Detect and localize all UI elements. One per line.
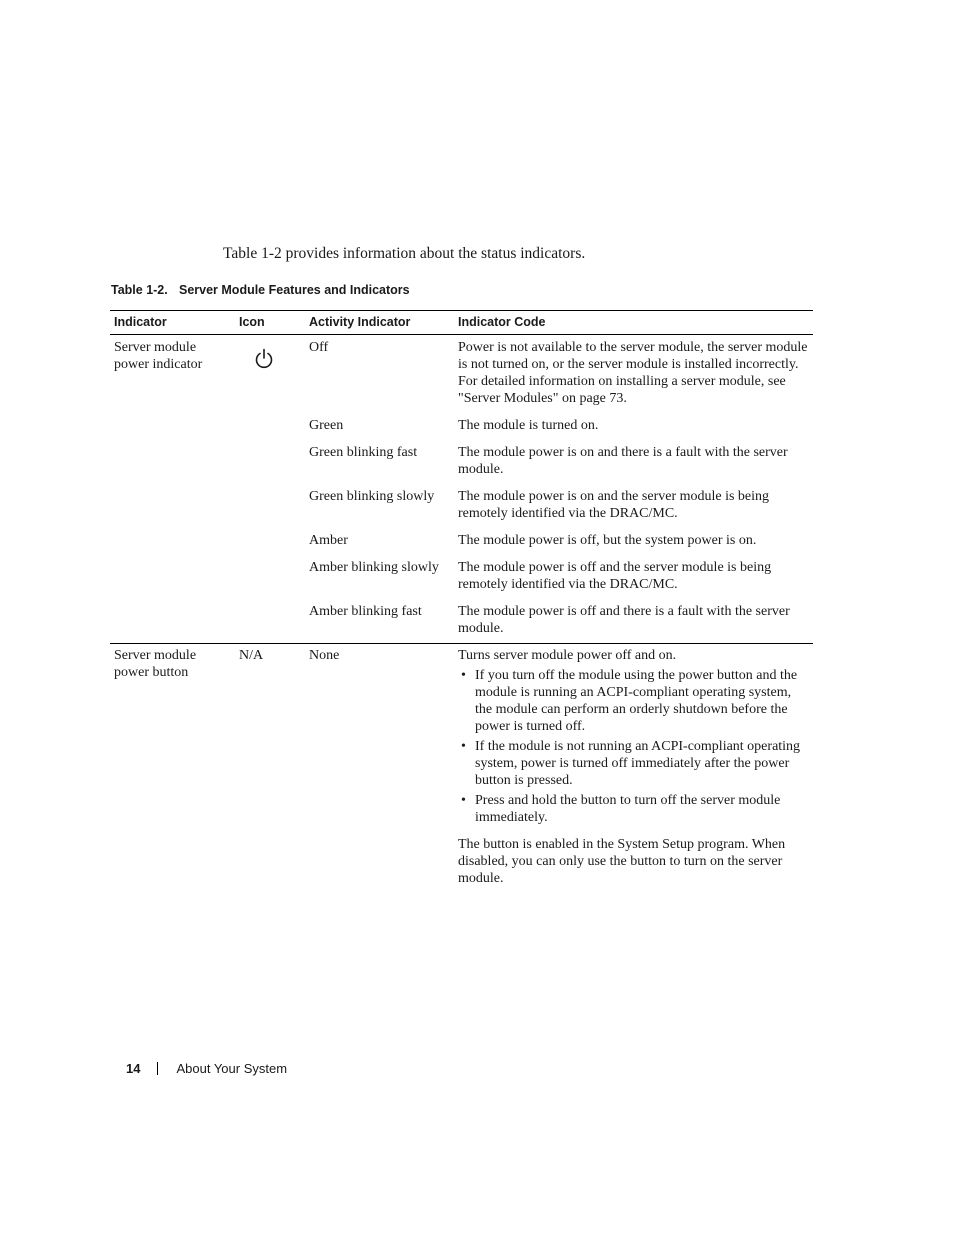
power-icon (254, 348, 274, 370)
activity-cell: Amber (309, 533, 348, 548)
code-cell: The module power is on and the server module is being remotely identified via the DRAC/MC. (458, 489, 770, 521)
header-icon: Icon (235, 311, 305, 335)
list-item: • Press and hold the button to turn off the server module immediately. (458, 792, 809, 826)
footer-divider (157, 1062, 158, 1075)
power-button-code-intro: Turns server module power off and on. (458, 648, 677, 663)
page-number: 14 (126, 1061, 141, 1076)
code-cell: The module power is off and there is a fault with the server module. (458, 604, 790, 636)
power-button-bullet-list (458, 667, 809, 826)
list-item: • If you turn off the module using the power button and the module is running an ACPI-compliant operating system, the module can perform an orderly shutdown before the power is turned off. (458, 667, 809, 735)
table-header-row (110, 311, 813, 335)
page-footer (126, 1061, 287, 1076)
header-indicator: Indicator (110, 311, 235, 335)
activity-cell: Amber blinking slowly (309, 560, 439, 575)
intro-paragraph: Table 1-2 provides information about the status indicators. (223, 245, 586, 262)
power-indicator-label: Server module power indicator (114, 340, 203, 372)
power-button-code-cell (454, 644, 813, 896)
power-indicator-icon-cell (235, 335, 305, 644)
activity-cell: Amber blinking fast (309, 604, 422, 619)
table-caption-title: Server Module Features and Indicators (179, 283, 410, 297)
table-row (110, 335, 813, 416)
footer-section-title: About Your System (176, 1061, 288, 1076)
activity-cell: Green blinking slowly (309, 489, 435, 504)
header-indicator-code: Indicator Code (454, 311, 813, 335)
table-caption (111, 283, 410, 297)
table-row (110, 644, 813, 896)
activity-cell: Green (309, 418, 344, 433)
table-caption-number: Table 1-2. (111, 283, 168, 297)
code-cell: The module power is off, but the system power is on. (458, 533, 757, 548)
code-cell: Power is not available to the server module, the server module is not turned on, or the server module is installed incorrectly. For detailed information on installing a server module, see "Server Modules" on page 73. (458, 340, 808, 406)
header-activity-indicator: Activity Indicator (305, 311, 454, 335)
indicators-table (110, 310, 813, 895)
code-cell: The module is turned on. (458, 418, 599, 433)
power-button-code-outro: The button is enabled in the System Setup program. When disabled, you can only use the button to turn on the server module. (458, 837, 786, 886)
list-item: • If the module is not running an ACPI-compliant operating system, power is turned off immediately after the power button is pressed. (458, 738, 809, 789)
activity-cell: Green blinking fast (309, 445, 418, 460)
code-cell: The module power is on and there is a fault with the server module. (458, 445, 788, 477)
code-cell: The module power is off and the server module is being remotely identified via the DRAC/MC. (458, 560, 772, 592)
activity-cell: Off (309, 340, 329, 355)
power-button-label: Server module power button (110, 644, 235, 896)
power-button-icon-na: N/A (235, 644, 305, 896)
activity-cell: None (305, 644, 454, 896)
